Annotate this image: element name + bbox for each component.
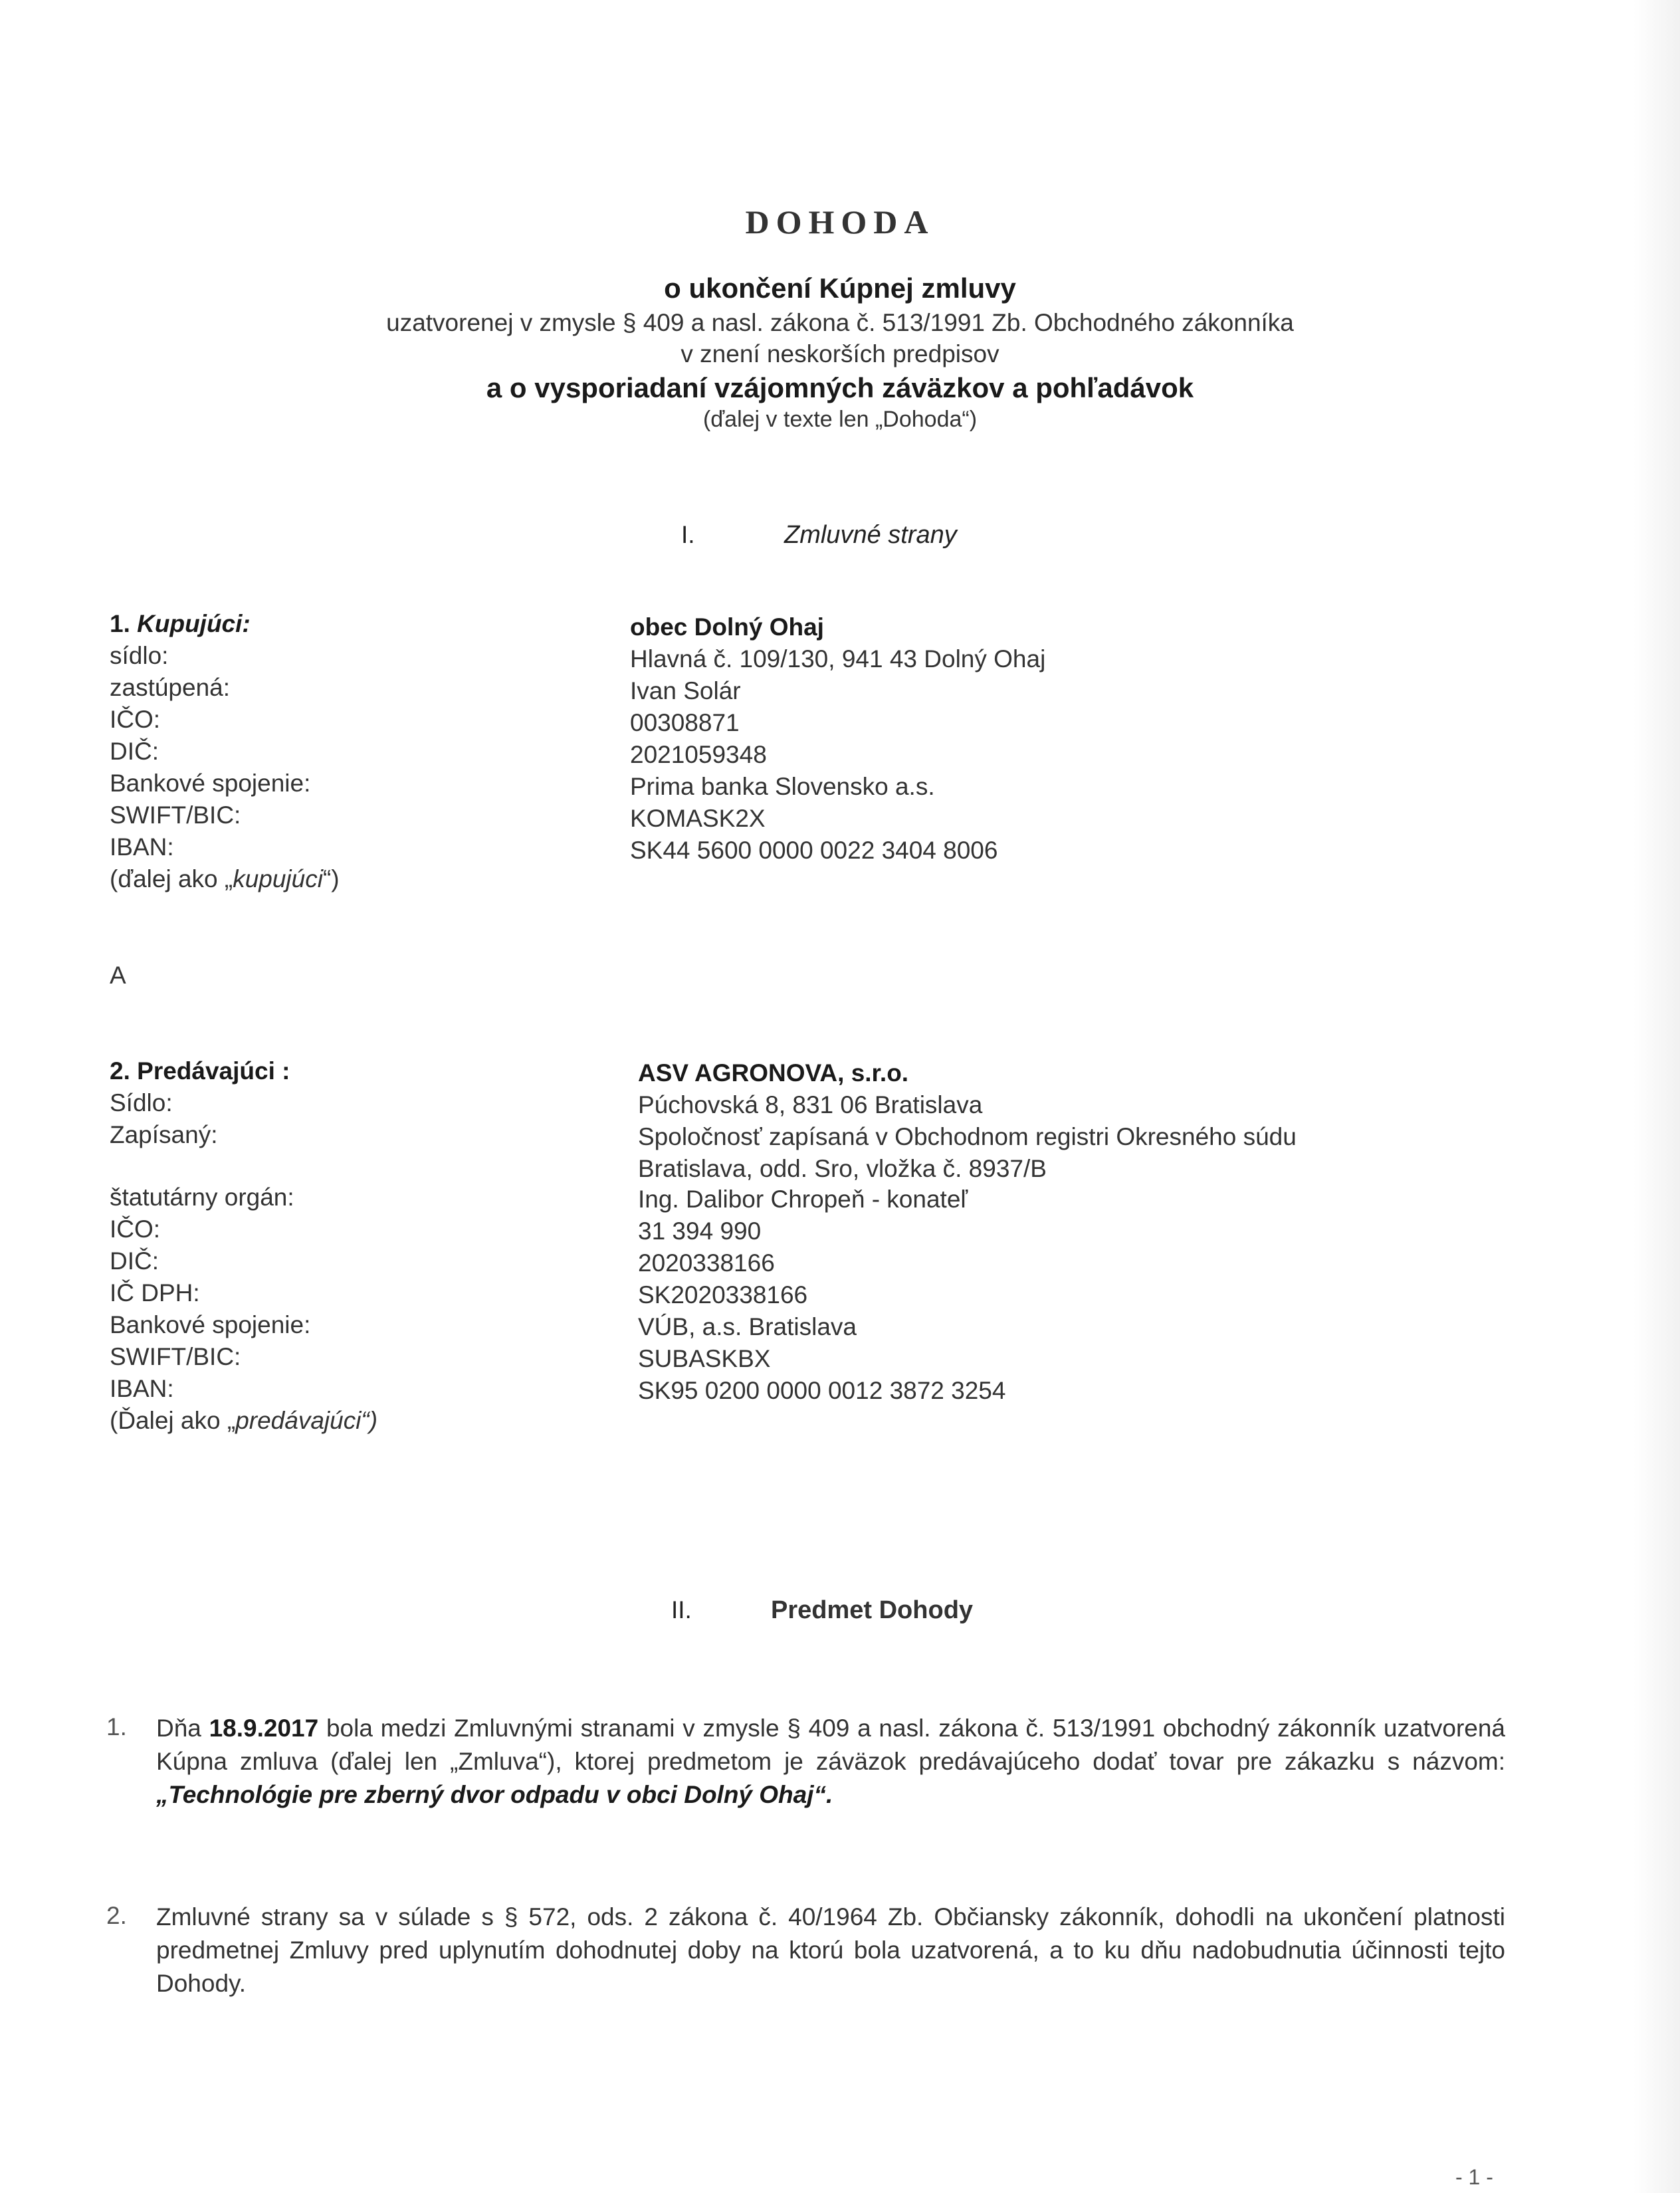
seller-alias-prefix: (Ďalej ako „ (110, 1407, 236, 1434)
buyer-heading (110, 608, 251, 640)
page-number: - 1 - (1455, 2165, 1493, 2189)
seller-values-a (638, 1089, 1297, 1185)
seller-registration: Spoločnosť zapísaná v Obchodnom registri Okresného súdu (638, 1123, 1297, 1150)
paragraph-1 (156, 1712, 1505, 1812)
buyer-representative: Ivan Solár (630, 677, 741, 704)
seller-label-sidlo: Sídlo: (110, 1089, 173, 1116)
document-legal-basis-cont: v znení neskorších predpisov (681, 340, 999, 367)
section-1-title: Zmluvné strany (784, 521, 957, 549)
section-2-number: II. (671, 1596, 692, 1623)
seller-swift: SUBASKBX (638, 1345, 771, 1372)
buyer-label-dic: DIČ: (110, 738, 159, 765)
seller-address: Púchovská 8, 831 06 Bratislava (638, 1091, 983, 1118)
seller-alias (110, 1405, 377, 1437)
buyer-heading-label: Kupujúci: (137, 610, 251, 637)
buyer-alias-name: kupujúci (233, 865, 323, 892)
paragraph-1-project: „Technológie pre zberný dvor odpadu v obci Dolný Ohaj“. (156, 1781, 833, 1808)
document-alias: (ďalej v texte len „Dohoda“) (702, 407, 978, 432)
document-title: DOHODA (745, 203, 935, 241)
buyer-label-ico: IČO: (110, 706, 161, 733)
buyer-alias-prefix: (ďalej ako „ (110, 865, 233, 892)
seller-ico: 31 394 990 (638, 1217, 762, 1245)
buyer-label-iban: IBAN: (110, 833, 174, 861)
paragraph-1-text-a: Dňa (156, 1715, 209, 1742)
buyer-label-sidlo: sídlo: (110, 642, 169, 669)
seller-label-bank: Bankové spojenie: (110, 1311, 311, 1338)
seller-labels-b (110, 1182, 377, 1437)
buyer-label-bank: Bankové spojenie: (110, 770, 311, 797)
seller-label-dic: DIČ: (110, 1247, 159, 1275)
seller-labels-a (110, 1087, 217, 1151)
seller-alias-name: predávajúci“) (235, 1407, 378, 1434)
parties-separator: A (110, 962, 126, 989)
buyer-label-zastupena: zastúpená: (110, 674, 231, 701)
buyer-heading-num: 1. (110, 610, 130, 637)
buyer-swift: KOMASK2X (630, 805, 766, 832)
seller-label-zapisany: Zapísaný: (110, 1121, 218, 1148)
buyer-values (630, 643, 1045, 867)
seller-registration-cont: Bratislava, odd. Sro, vložka č. 8937/B (638, 1155, 1047, 1182)
seller-bank: VÚB, a.s. Bratislava (638, 1313, 857, 1340)
buyer-alias-suffix: “) (322, 865, 340, 892)
document-subtitle-2: a o vysporiadaní vzájomných záväzkov a pohľadávok (486, 372, 1194, 403)
buyer-dic: 2021059348 (630, 741, 767, 768)
section-1-number: I. (681, 521, 695, 548)
buyer-name: obec Dolný Ohaj (630, 613, 824, 641)
seller-icdph: SK2020338166 (638, 1281, 808, 1308)
buyer-alias (110, 863, 340, 895)
paragraph-1-text-b: bola medzi Zmluvnými stranami v zmysle § 409 a nasl. zákona č. 513/1991 obchodný zákonník uzatvorená Kúpna zmluva (ďalej len „Zmluva“), ktorej predmetom je záväzok predávajúceho dodať tovar pre zákazku s názvom: (156, 1715, 1505, 1775)
seller-dic: 2020338166 (638, 1249, 775, 1277)
seller-values-b (638, 1184, 1005, 1407)
buyer-address: Hlavná č. 109/130, 941 43 Dolný Ohaj (630, 645, 1046, 673)
paragraph-1-date: 18.9.2017 (209, 1715, 319, 1742)
document-legal-basis: uzatvorenej v zmysle § 409 a nasl. zákona č. 513/1991 Zb. Obchodného zákonníka (386, 309, 1294, 336)
seller-heading: 2. Predávajúci : (110, 1057, 290, 1085)
buyer-ico: 00308871 (630, 709, 740, 736)
paragraph-2-number: 2. (106, 1902, 127, 1929)
seller-statutory: Ing. Dalibor Chropeň - konateľ (638, 1186, 968, 1213)
seller-label-icdph: IČ DPH: (110, 1279, 200, 1306)
seller-iban: SK95 0200 0000 0012 3872 3254 (638, 1377, 1006, 1404)
buyer-labels (110, 640, 340, 895)
paragraph-1-number: 1. (106, 1713, 127, 1740)
section-2-title: Predmet Dohody (771, 1596, 974, 1624)
buyer-bank: Prima banka Slovensko a.s. (630, 773, 935, 800)
seller-label-statutory: štatutárny orgán: (110, 1184, 294, 1211)
seller-label-iban: IBAN: (110, 1375, 174, 1402)
seller-label-swift: SWIFT/BIC: (110, 1343, 241, 1370)
buyer-iban: SK44 5600 0000 0022 3404 8006 (630, 837, 998, 864)
buyer-label-swift: SWIFT/BIC: (110, 801, 241, 829)
seller-name: ASV AGRONOVA, s.r.o. (638, 1059, 909, 1087)
document-subtitle: o ukončení Kúpnej zmluvy (664, 272, 1016, 304)
seller-label-ico: IČO: (110, 1215, 161, 1243)
paragraph-2: Zmluvné strany sa v súlade s § 572, ods. 2 zákona č. 40/1964 Zb. Občiansky zákonník, dohodli na ukončení platnosti predmetnej Zmluvy pred uplynutím dohodnutej doby na ktorú bola uzatvorená, a to ku dňu nadobudnutia účinnosti tejto Dohody. (156, 1903, 1505, 1997)
